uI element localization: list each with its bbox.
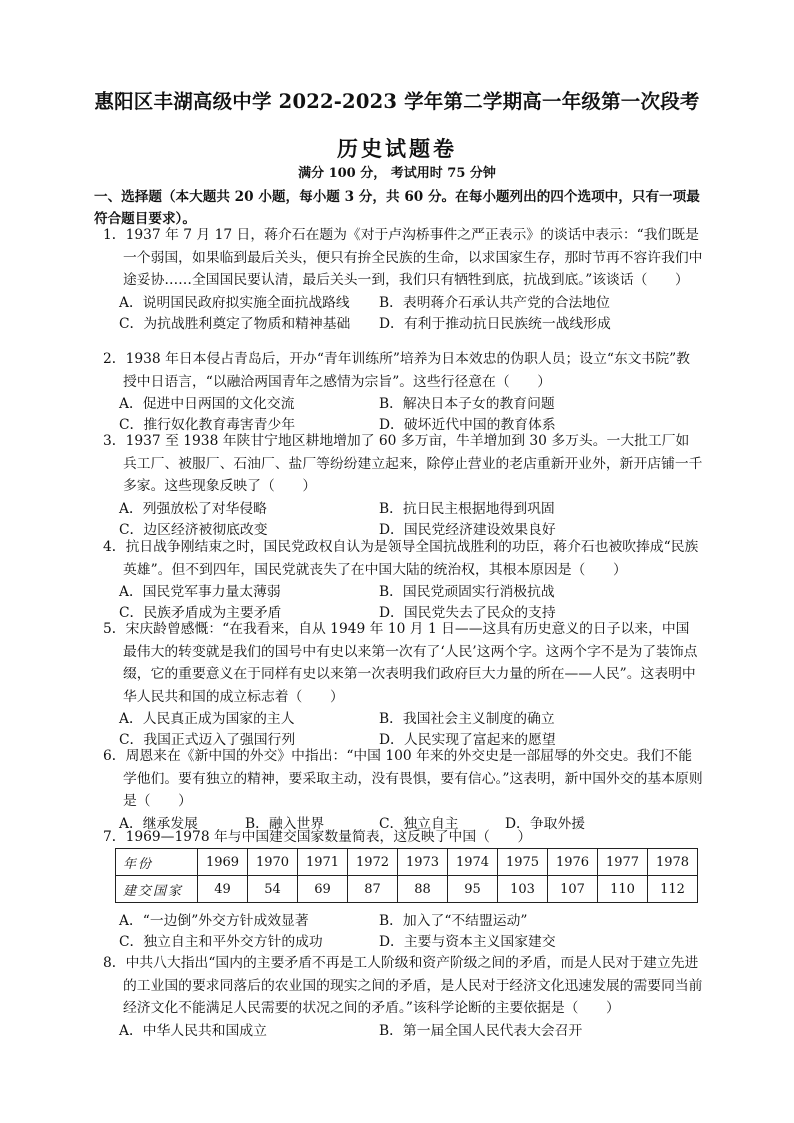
option-a: A．说明国民政府拟实施全面抗战路线 [119,294,350,311]
section-heading: 一、选择题（本大题共 20 小题，每小题 3 分，共 60 分。在每小题列出的四个选项中，只有一项最符合题目要求）。 [94,189,700,227]
table-row [116,876,698,903]
table-cell: 87 [348,876,398,903]
table-cell: 1970 [248,849,298,876]
question-8 [103,952,703,1041]
options-row [103,498,703,519]
table-cell: 112 [648,876,698,903]
question-2 [103,348,703,435]
option-d: D．人民实现了富起来的愿望 [379,732,556,748]
options-row [103,393,703,414]
table-cell: 88 [398,876,448,903]
question-3 [103,430,703,540]
option-c: C．民族矛盾成为主要矛盾 [119,605,282,621]
question-stem: 8．中共八大指出“国内的主要矛盾不再是工人阶级和资产阶级之间的矛盾，而是人民对于建立先进的工业国的要求同落后的农业国的现实之间的矛盾，是人民对于经济文化迅速发展的需要同当前经济文化不能满足人民需要的状况之间的矛盾。”该科学论断的主要依据是（ ） [103,955,703,1016]
question-7 [103,826,703,849]
table-cell: 1971 [298,849,348,876]
option-a: A．人民真正成为国家的主人 [119,711,295,727]
option-b: B．融入世界 [245,815,325,832]
option-c: C．边区经济被彻底改变 [119,521,268,538]
question-7-options [103,910,703,952]
question-stem: 7．1969—1978 年与中国建交国家数量简表，这反映了中国（ ） [103,829,532,845]
option-c: C．我国正式迈入了强国行列 [119,732,296,748]
option-d: D．有利于推动抗日民族统一战线形成 [379,315,611,332]
question-4 [103,536,703,623]
question-stem: 4．抗日战争刚结束之时，国民党政权自认为是领导全国抗战胜利的功臣，蒋介石也被吹捧成“民族英雄”。但不到四年，国民党就丧失了在中国大陆的统治权，其根本原因是（ ） [103,539,699,578]
option-a: A．继承发展 [119,815,198,832]
option-d: D．争取外援 [505,815,586,832]
option-d: D．主要与资本主义国家建交 [379,934,556,950]
option-a: A．促进中日两国的文化交流 [119,396,295,412]
option-d: D．国民党经济建设效果良好 [379,521,556,538]
table-cell: 110 [598,876,648,903]
option-c: C．独立自主 [379,815,459,832]
table-cell: 49 [198,876,248,903]
question-stem: 6．周恩来在《新中国的外交》中指出：“中国 100 年来的外交史是一部屈辱的外交史。我们不能学他们。要有独立的精神，要采取主动，没有畏惧，要有信心。”这表明，新中国外交的基本原则是（ ） [103,748,703,809]
table-cell: 1974 [448,849,498,876]
table-header-year: 年份 [116,849,198,876]
options-row [103,313,703,334]
option-d: D．国民党失去了民众的支持 [379,605,556,621]
table-cell: 54 [248,876,298,903]
question-stem: 2．1938 年日本侵占青岛后，开办“青年训练所”培养为日本效忠的伪职人员；设立“东文书院”教授中日语言，“以融洽两国青年之感情为宗旨”。这些行径意在（ ） [103,351,690,390]
option-c: C．独立自主和平外交方针的成功 [119,934,323,950]
question-5 [103,618,703,750]
table-cell: 1969 [198,849,248,876]
option-b: B．解决日本子女的教育问题 [379,396,555,412]
option-a: A．“一边倒”外交方针成效显著 [119,913,309,929]
table-cell: 1977 [598,849,648,876]
table-cell: 107 [548,876,598,903]
table-cell: 95 [448,876,498,903]
option-b: B．抗日民主根据地得到巩固 [379,500,555,517]
options-row [103,581,703,602]
option-b: B．第一届全国人民代表大会召开 [379,1022,583,1039]
table-cell: 1976 [548,849,598,876]
option-b: B．表明蒋介石承认共产党的合法地位 [379,294,610,311]
table-cell: 69 [298,876,348,903]
options-row [103,708,703,729]
options-row [103,1020,703,1041]
table-cell: 1973 [398,849,448,876]
question-stem: 5．宋庆龄曾感慨：“在我看来，自从 1949 年 10 月 1 日——这具有历史意义的日子以来，中国最伟大的转变就是我们的国号中有史以来第一次有了‘人民’这两个字。这两个字不是为了装饰点缀，它的重要意义在于同样有史以来第一次表明我们政府巨大力量的所在——人民”。这表明中华人民共和国的成立标志着（ ） [103,621,698,705]
option-d: D．破坏近代中国的教育体系 [379,417,556,433]
table-row [116,849,698,876]
table-cell: 1972 [348,849,398,876]
option-b: B．我国社会主义制度的确立 [379,711,555,727]
option-a: A．国民党军事力量太薄弱 [119,584,281,600]
table-header-countries: 建交国家 [116,876,198,903]
table-cell: 1975 [498,849,548,876]
options-row [103,292,703,313]
question-6 [103,745,703,834]
question-stem: 1．1937 年 7 月 17 日，蒋介石在题为《对于卢沟桥事件之严正表示》的谈话中表示：“我们既是一个弱国，如果临到最后关头，便只有拚全民族的生命，以求国家生存，那时节再不容许我们中途妥协……全国国民要认清，最后关头一到，我们只有牺牲到底，抗战到底。”该谈话（ ） [103,227,703,288]
option-b: B．加入了“不结盟运动” [379,913,528,929]
exam-subtitle: 历史试题卷 [337,136,457,161]
exam-title: 惠阳区丰湖高级中学 2022-2023 学年第二学期高一年级第一次段考 [94,90,700,113]
table-cell: 1978 [648,849,698,876]
exam-meta: 满分 100 分， 考试用时 75 分钟 [298,166,496,181]
option-c: C．为抗战胜利奠定了物质和精神基础 [119,315,351,332]
option-b: B．国民党顽固实行消极抗战 [379,584,555,600]
question-stem: 3．1937 至 1938 年陕甘宁地区耕地增加了 60 多万亩，牛羊增加到 30 多万头。一大批工厂如兵工厂、被服厂、石油厂、盐厂等纷纷建立起来，除停止营业的老店重新开业外，新开店铺一千多家。这些现象反映了（ ） [103,433,703,494]
option-c: C．推行奴化教育毒害青少年 [119,417,296,433]
option-a: A．列强放松了对华侵略 [119,500,267,517]
question-1 [103,224,703,334]
options-row [103,910,703,931]
options-row [103,931,703,952]
diplomatic-relations-table [115,848,698,903]
option-a: A．中华人民共和国成立 [119,1022,267,1039]
table-cell: 103 [498,876,548,903]
